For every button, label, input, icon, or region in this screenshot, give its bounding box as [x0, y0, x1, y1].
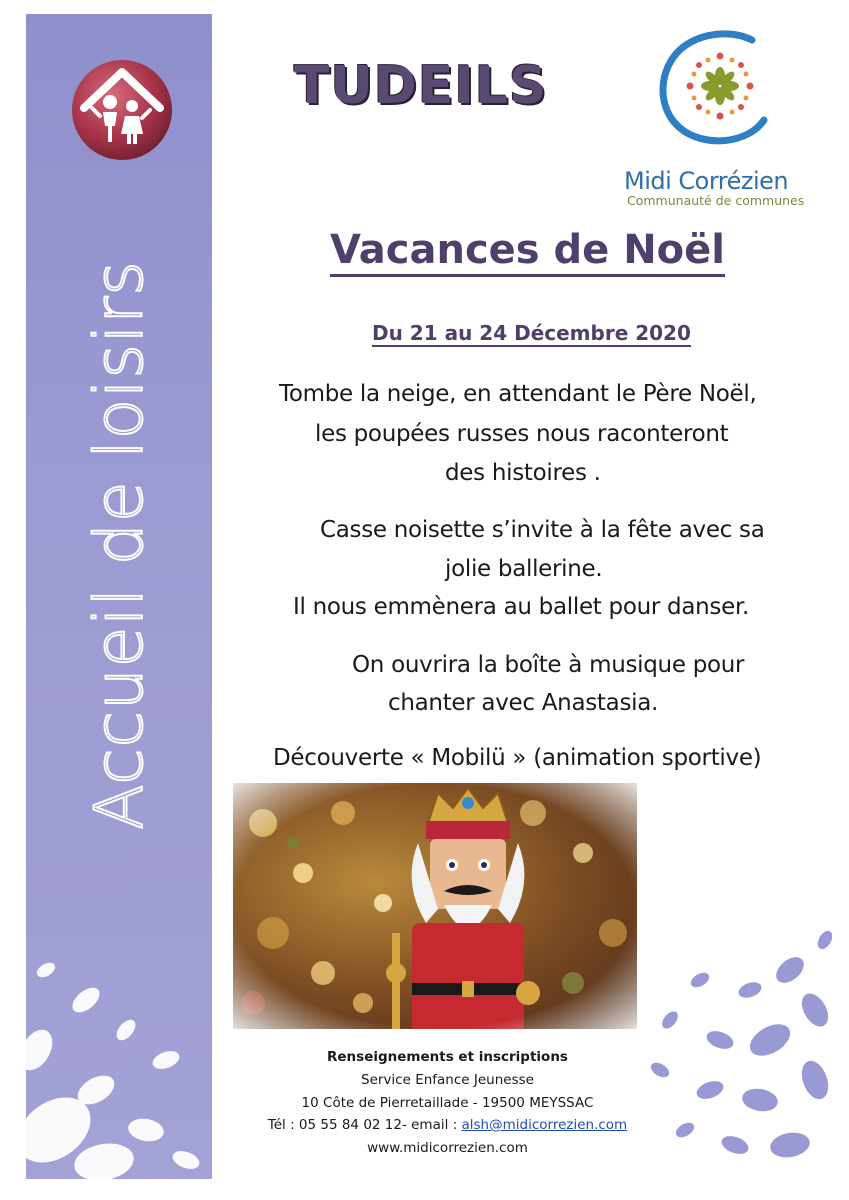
side-band-title: Accueil de loisirs — [80, 260, 158, 830]
footer-contact — [250, 1117, 645, 1133]
paragraph-line: Casse noisette s’invite à la fête avec sa — [320, 517, 765, 543]
footer-service: Service Enfance Jeunesse — [361, 1072, 534, 1088]
paragraph-line: Découverte « Mobilü » (animation sportive) — [273, 745, 762, 771]
family-house-icon — [70, 58, 174, 162]
email-link[interactable]: alsh@midicorrezien.com — [461, 1117, 628, 1133]
flower-circle-logo-icon — [652, 28, 782, 148]
nutcracker-photo — [233, 783, 637, 1029]
paragraph-line: Il nous emmènera au ballet pour danser. — [293, 594, 750, 620]
leaves-decoration-icon — [640, 930, 840, 1170]
website-link[interactable]: www.midicorrezien.com — [367, 1140, 528, 1156]
paragraph-line: des histoires . — [445, 460, 601, 486]
page-title: Vacances de Noël — [330, 226, 725, 277]
event-dates: Du 21 au 24 Décembre 2020 — [372, 321, 691, 345]
paragraph-line: Tombe la neige, en attendant le Père Noël, — [279, 381, 757, 407]
photo-fade-overlay — [233, 783, 637, 1029]
footer-heading: Renseignements et inscriptions — [327, 1049, 568, 1065]
paragraph-line: On ouvrira la boîte à musique pour — [352, 652, 745, 678]
leaves-decoration-icon — [26, 900, 212, 1180]
paragraph-line: jolie ballerine. — [445, 556, 603, 582]
paragraph-line: les poupées russes nous raconteront — [315, 421, 729, 447]
footer-phone: Tél : 05 55 84 02 12- email : — [267, 1117, 462, 1133]
footer-address: 10 Côte de Pierretaillade - 19500 MEYSSAC — [301, 1095, 594, 1111]
paragraph-line: chanter avec Anastasia. — [388, 690, 659, 716]
town-name: TUDEILS — [294, 56, 548, 116]
org-subtitle: Communauté de communes — [627, 193, 805, 208]
org-name: Midi Corrézien — [624, 167, 789, 195]
